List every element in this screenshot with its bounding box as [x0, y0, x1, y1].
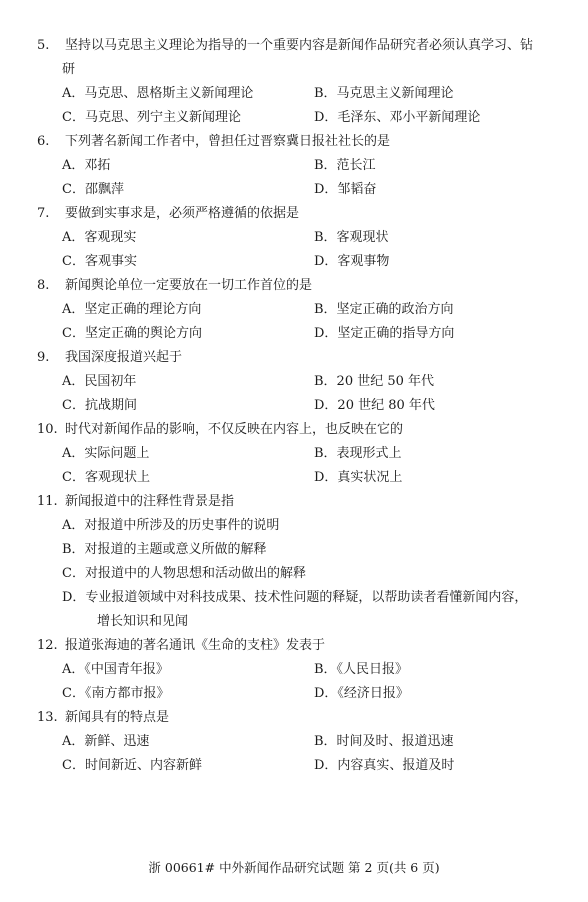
question-text: 我国深度报道兴起于 — [65, 350, 183, 365]
question-5-stem-continued: 研 — [62, 62, 76, 77]
question-12-stem — [37, 634, 325, 653]
question-13-option-b: B．时间及时、报道迅速 — [314, 734, 454, 749]
question-number: 7. — [37, 206, 50, 221]
question-6-option-c: C．邵飘萍 — [62, 182, 124, 197]
question-11-option-b: B．对报道的主题或意义所做的解释 — [62, 542, 267, 557]
question-9-option-d: D．20 世纪 80 年代 — [314, 398, 435, 413]
question-6-option-a: A．邓拓 — [62, 158, 111, 173]
question-text: 新闻舆论单位一定要放在一切工作首位的是 — [65, 278, 313, 293]
question-7-option-a: A．客观现实 — [62, 230, 137, 245]
question-text: 坚持以马克思主义理论为指导的一个重要内容是新闻作品研究者必须认真学习、钻 — [65, 38, 534, 53]
question-10-option-d: D．真实状况上 — [314, 470, 403, 485]
question-11-stem — [37, 490, 234, 509]
question-number: 5. — [37, 38, 50, 53]
question-9-option-c: C．抗战期间 — [62, 398, 137, 413]
question-number: 6. — [37, 134, 50, 149]
question-6-stem — [37, 130, 390, 149]
question-text: 下列著名新闻工作者中，曾担任过晋察冀日报社社长的是 — [65, 134, 391, 149]
question-5-option-d: D．毛泽东、邓小平新闻理论 — [314, 110, 481, 125]
question-12-option-c: C．《南方都市报》 — [62, 686, 170, 701]
question-12-option-d: D．《经济日报》 — [314, 686, 409, 701]
question-11-option-a: A．对报道中所涉及的历史事件的说明 — [62, 518, 280, 533]
question-7-stem — [37, 202, 299, 221]
question-13-option-d: D．内容真实、报道及时 — [314, 758, 455, 773]
question-5-option-b: B．马克思主义新闻理论 — [314, 86, 454, 101]
question-8-option-c: C．坚定正确的舆论方向 — [62, 326, 202, 341]
question-6-option-b: B．范长江 — [314, 158, 376, 173]
question-11-option-d-continued: 增长知识和见闻 — [97, 614, 189, 629]
question-13-option-c: C．时间新近、内容新鲜 — [62, 758, 202, 773]
question-13-option-a: A．新鲜、迅速 — [62, 734, 150, 749]
question-9-stem — [37, 346, 182, 365]
question-5-stem — [37, 34, 533, 53]
question-text: 新闻报道中的注释性背景是指 — [65, 494, 235, 509]
question-8-option-a: A．坚定正确的理论方向 — [62, 302, 202, 317]
question-number: 11. — [37, 494, 58, 509]
question-6-option-d: D．邹韬奋 — [314, 182, 377, 197]
question-10-stem — [37, 418, 403, 437]
question-8-option-b: B．坚定正确的政治方向 — [314, 302, 454, 317]
question-7-option-d: D．客观事物 — [314, 254, 390, 269]
question-8-option-d: D．坚定正确的指导方向 — [314, 326, 455, 341]
question-10-option-b: B．表现形式上 — [314, 446, 402, 461]
question-5-option-a: A．马克思、恩格斯主义新闻理论 — [62, 86, 254, 101]
question-number: 9. — [37, 350, 50, 365]
question-text: 新闻具有的特点是 — [65, 710, 170, 725]
page-footer: 浙 00661# 中外新闻作品研究试题 第 2 页(共 6 页) — [148, 860, 440, 875]
question-number: 13. — [37, 710, 58, 725]
question-text: 时代对新闻作品的影响，不仅反映在内容上，也反映在它的 — [65, 422, 404, 437]
question-13-stem — [37, 706, 169, 725]
question-text: 要做到实事求是，必须严格遵循的依据是 — [65, 206, 300, 221]
question-7-option-b: B．客观现状 — [314, 230, 389, 245]
question-11-option-c: C．对报道中的人物思想和活动做出的解释 — [62, 566, 306, 581]
question-12-option-b: B．《人民日报》 — [314, 662, 409, 677]
question-number: 10. — [37, 422, 58, 437]
question-9-option-a: A．民国初年 — [62, 374, 137, 389]
question-10-option-a: A．实际问题上 — [62, 446, 150, 461]
question-text: 报道张海迪的著名通讯《生命的支柱》发表于 — [65, 638, 326, 653]
question-number: 8. — [37, 278, 50, 293]
question-12-option-a: A．《中国青年报》 — [62, 662, 169, 677]
question-8-stem — [37, 274, 312, 293]
question-10-option-c: C．客观现状上 — [62, 470, 150, 485]
question-9-option-b: B．20 世纪 50 年代 — [314, 374, 435, 389]
question-number: 12. — [37, 638, 58, 653]
question-11-option-d: D．专业报道领域中对科技成果、技术性问题的释疑，以帮助读者看懂新闻内容， — [62, 590, 528, 605]
question-5-option-c: C．马克思、列宁主义新闻理论 — [62, 110, 241, 125]
question-7-option-c: C．客观事实 — [62, 254, 137, 269]
